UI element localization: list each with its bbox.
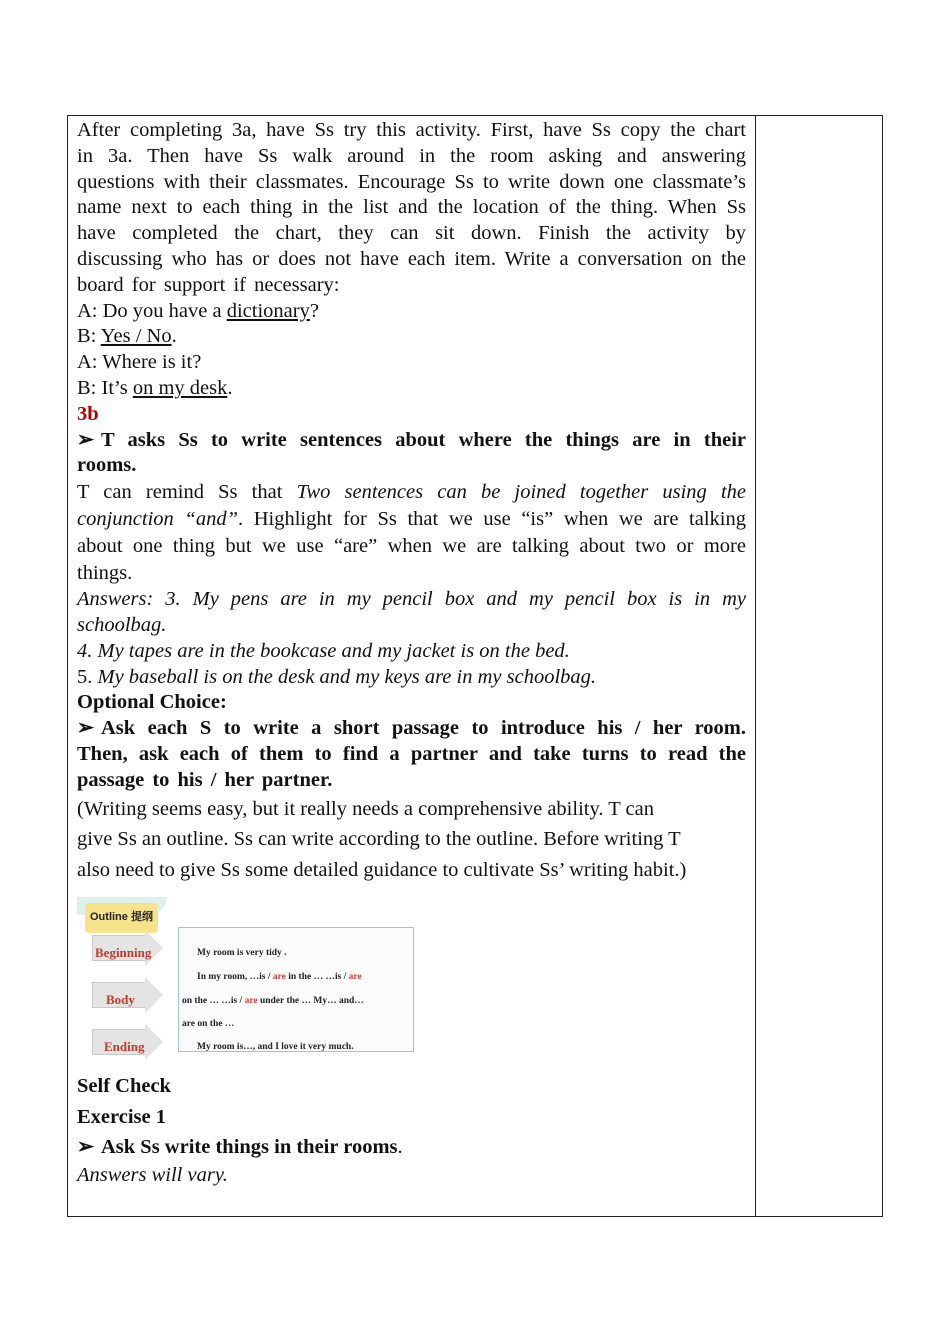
lesson-table (67, 115, 883, 1217)
section-heading-3b: 3b (77, 402, 99, 425)
lesson-content-cell (77, 118, 746, 1188)
bullet-arrow-icon: ➢ (77, 428, 95, 451)
bullet-arrow-icon: ➢ (77, 1136, 95, 1159)
task-3b: ➢ T asks Ss to write sentences about where the things are in their rooms. (77, 428, 746, 477)
optional-task: ➢ Ask each S to write a short passage to introduce his / her room. Then, ask each of them to find a partner and take turns to read the passage to his / her partner. (77, 717, 746, 791)
answers-vary: Answers will vary. (77, 1163, 228, 1186)
answers-line: 5. My baseball is on the desk and my keys are in my schoolbag. (77, 665, 597, 688)
remind-paragraph: T can remind Ss that Two sentences can be joined together using the conjunction “and”. Highlight for Ss that we use “is” when we are talking about one thing but we use “are” when we are talking about two or more things. (77, 481, 746, 585)
dialogue-line: B: It’s on my desk. (77, 376, 233, 399)
outline-label: Outline 提纲 (85, 903, 158, 933)
bullet-arrow-icon: ➢ (77, 717, 95, 740)
exercise-task: ➢ Ask Ss write things in their rooms. (77, 1132, 746, 1163)
writing-note-line: (Writing seems easy, but it really needs a comprehensive ability. T can (77, 797, 654, 820)
answers-line: 4. My tapes are in the bookcase and my jacket is on the bed. (77, 639, 570, 662)
outline-figure (77, 897, 417, 1065)
dialogue-line: A: Do you have a dictionary? (77, 299, 319, 322)
stage-arrow-beginning: Beginning (92, 930, 162, 966)
answers-line: Answers: 3. My pens are in my pencil box and my pencil box is in my schoolbag. (77, 588, 746, 636)
stage-arrow-ending: Ending (92, 1024, 162, 1060)
column-divider (755, 116, 756, 1216)
outline-content-box: My room is very tidy . In my room, …is / are in the … …is / are on the … …is / are under the … My… and… are on the … My room is…, and I love it very much. (178, 927, 414, 1052)
self-check-heading: Self Check (77, 1075, 171, 1098)
dialogue-line: A: Where is it? (77, 351, 202, 374)
optional-choice-heading: Optional Choice: (77, 691, 227, 714)
dialogue-line: B: Yes / No. (77, 325, 177, 348)
writing-note-line: give Ss an outline. Ss can write according to the outline. Before writing T (77, 828, 681, 851)
writing-note-line: also need to give Ss some detailed guidance to cultivate Ss’ writing habit.) (77, 858, 687, 881)
exercise-heading: Exercise 1 (77, 1105, 166, 1128)
paragraph-instructions: After completing 3a, have Ss try this activity. First, have Ss copy the chart in 3a. Then have Ss walk around in the room asking and answering questions with their classmates. Encourage Ss to write down one classmate’s name next to each thing in the list and the location of the thing. When Ss have completed the chart, they can sit down. Finish the activity by discussing who has or does not have each item. Write a conversation on the board for support if necessary: (77, 119, 746, 296)
stage-arrow-body: Body (92, 977, 162, 1013)
